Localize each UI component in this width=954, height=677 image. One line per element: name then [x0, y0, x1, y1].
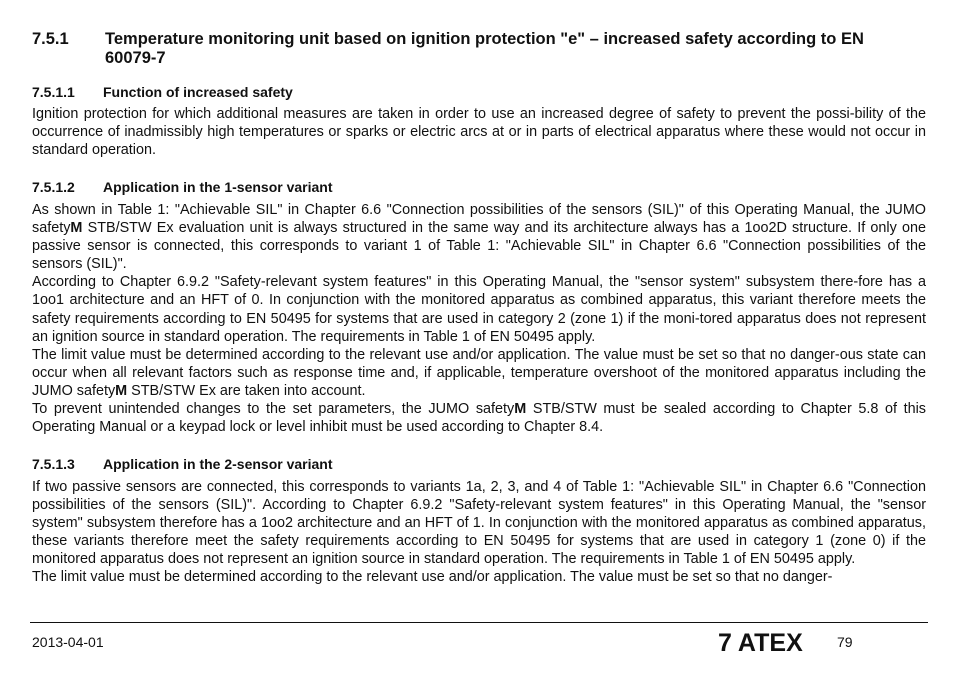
paragraph-block-3: [32, 478, 926, 587]
footer-chapter-title: 7 ATEX: [718, 629, 803, 657]
page-number: 79: [837, 634, 853, 650]
text-run: STB/STW must be sealed according to Chapter 5.8 of this Operating Manual or a keypad lock or level inhibit must be used according to Chapter 8.4.: [32, 401, 926, 436]
paragraph: Ignition protection for which additional measures are taken in order to use an increased degree of safety to prevent the possi-bility of the occurrence of inadmissibly high temperatures or sparks or electric arcs at or in parts of electrical apparatus where these would not occur in standard operation.: [32, 106, 926, 159]
brand-letter-m: M: [115, 382, 128, 399]
paragraph: [32, 346, 926, 400]
text-run: The limit value must be determined according to the relevant use and/or application. The value must be set so that no danger-ous state can occur when all relevant factors such as response time and, if applicable, temperature overshoot of the monitored apparatus including the JUMO safety: [32, 346, 926, 399]
section-heading: [32, 30, 912, 68]
brand-letter-m: M: [514, 401, 527, 418]
subsection-number: 7.5.1.3: [32, 456, 75, 472]
section-title: Temperature monitoring unit based on ignition protection "e" – increased safety according to EN 60079-7: [105, 30, 864, 67]
brand-letter-m: M: [70, 220, 83, 237]
subsection-heading-1: [32, 84, 293, 101]
footer-date: 2013-04-01: [32, 634, 104, 650]
footer-divider: [30, 622, 928, 623]
paragraph-block-2: [32, 201, 926, 436]
subsection-number: 7.5.1.1: [32, 84, 75, 100]
text-run: As shown in Table 1: "Achievable SIL" in Chapter 6.6 "Connection possibilities of the sensors (SIL)" of this Operating Manual, the JUMO safety: [32, 202, 926, 237]
paragraph: [32, 400, 926, 436]
subsection-heading-2: [32, 179, 333, 196]
subsection-title: Function of increased safety: [103, 84, 293, 100]
paragraph: [32, 201, 926, 273]
subsection-title: Application in the 1-sensor variant: [103, 179, 333, 195]
subsection-title: Application in the 2-sensor variant: [103, 456, 333, 472]
text-run: STB/STW Ex are taken into account.: [127, 382, 366, 399]
subsection-heading-3: [32, 456, 333, 473]
paragraph: According to Chapter 6.9.2 "Safety-relevant system features" in this Operating Manual, the "sensor system" subsystem there-fore has a 1oo1 architecture and an HFT of 0. In conjunction with the monitored apparatus as combined apparatus, this variant therefore meets the safety requirements according to EN 50495 for systems that are used in category 2 (zone 1) if the moni-tored apparatus does not represent an ignition source in standard operation. The requirements in Table 1 of EN 50495 apply.: [32, 274, 926, 345]
text-run: STB/STW Ex evaluation unit is always structured in the same way and its architecture always has a 1oo2D structure. If only one passive sensor is connected, this corresponds to variant 1 of Table 1: "Achievable SIL" in Chapter 6.6 "Connection possibilities of the sensors (SIL)".: [32, 220, 926, 273]
text-run: To prevent unintended changes to the set parameters, the JUMO safety: [32, 401, 515, 418]
paragraph: If two passive sensors are connected, this corresponds to variants 1a, 2, 3, and 4 of Table 1: "Achievable SIL" in Chapter 6.6 "Connection possibilities of the sensors (SIL)". According to Chapter 6.9.2 "Safety-relevant system features" in this Operating Manual, the "sensor system" subsystem therefore has a 1oo2 architecture and an HFT of 1. In conjunction with the monitored apparatus as combined apparatus, these variants therefore meet the safety requirements according to EN 50495 for systems that are used in category 1 (zone 0) if the monitored apparatus does not represent an ignition source in standard operation. The requirements in Table 1 of EN 50495 apply.: [32, 479, 926, 568]
paragraph: The limit value must be determined according to the relevant use and/or application. The value must be set so that no danger-: [32, 569, 833, 586]
section-number: 7.5.1: [32, 30, 69, 48]
subsection-number: 7.5.1.2: [32, 179, 75, 195]
paragraph-block-1: [32, 105, 926, 159]
